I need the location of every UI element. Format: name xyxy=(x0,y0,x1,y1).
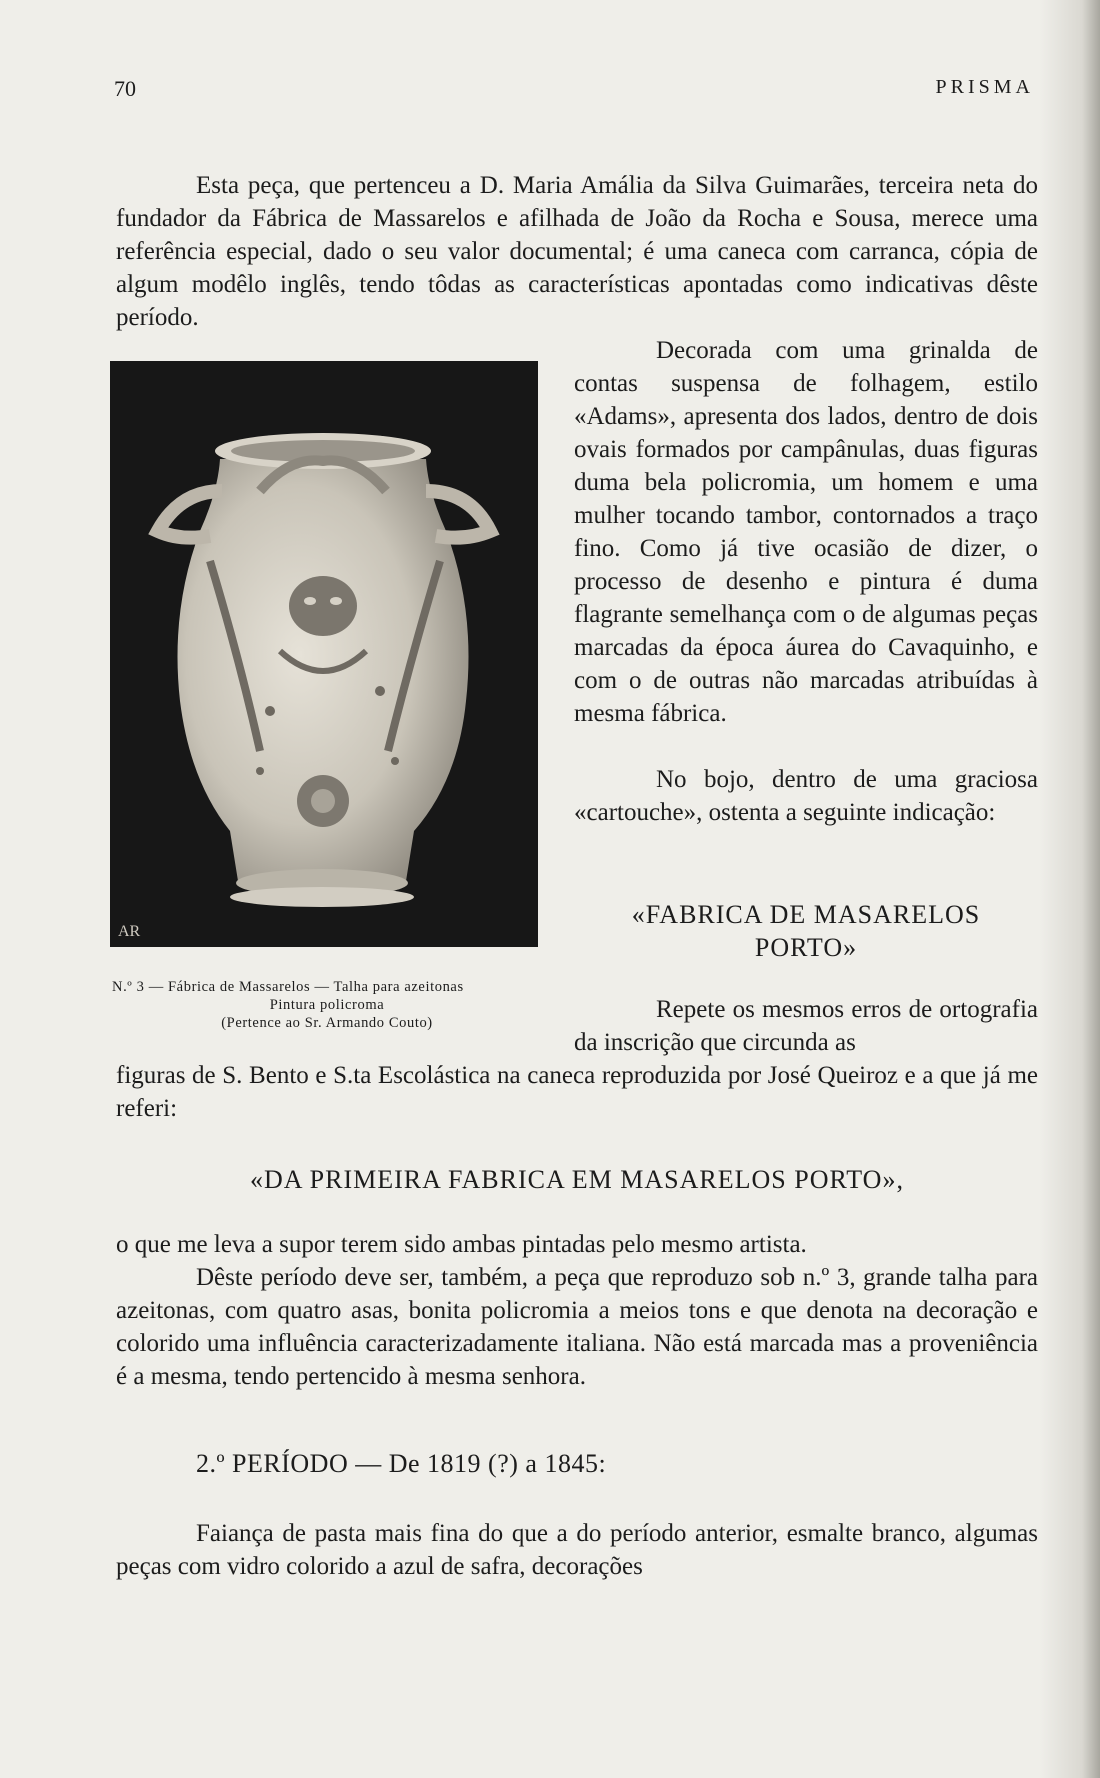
page-number: 70 xyxy=(114,76,136,101)
inscription-primeira-fabrica: «DA PRIMEIRA FABRICA EM MASARELOS PORTO», xyxy=(250,1165,904,1194)
vase-illustration xyxy=(110,361,538,947)
paragraph-intro: Esta peça, que pertenceu a D. Maria Amália da Silva Guimarães, terceira neta do fundador da Fábrica de Massarelos e afilhada de João da Rocha e Sousa, merece uma referência especial, dado o seu valor documental; é uma caneca com carranca, cópia de algum modêlo inglês, tendo tôdas as características apontadas como indicativas dêste período. xyxy=(116,172,1038,331)
caption-line-2: Pintura policroma xyxy=(269,997,385,1013)
paragraph-decoration: Decorada com uma grinalda de contas suspensa de folhagem, estilo «Adams», apresenta dos lados, dentro de dois ovais formados por campânulas, duas figuras duma bela policromia, um homem e uma mulher tocando tambor, contornados a traço fino. Como já tive ocasião de dizer, o processo de desenho e pintura é duma flagrante semelhança com o de algumas peças marcadas da época áurea do Cavaquinho, e com o de outras não marcadas atribuídas à mesma fábrica. xyxy=(574,337,1038,727)
caption-line-1: N.º 3 — Fábrica de Massarelos — Talha para azeitonas xyxy=(112,979,464,995)
paragraph-repete-continued: figuras de S. Bento e S.ta Escolástica na caneca reproduzida por José Queiroz e a que já me referi: xyxy=(116,1062,1038,1122)
running-title: PRISMA xyxy=(935,76,1034,98)
section-heading: 2.º PERÍODO — De 1819 (?) a 1845: xyxy=(196,1449,607,1478)
figure-caption xyxy=(112,978,542,1032)
vase-photograph xyxy=(110,361,538,947)
paragraph-bojo: No bojo, dentro de uma graciosa «cartouche», ostenta a seguinte indicação: xyxy=(574,766,1038,826)
page-header xyxy=(114,76,1034,106)
paragraph-talha: Dêste período deve ser, também, a peça que reproduzo sob n.º 3, grande talha para azeitonas, com quatro asas, bonita policromia a meios tons e que denota na decoração e colorido uma influência caracterizadamente italiana. Não está marcada mas a proveniência é a mesma, tendo pertencido à mesma senhora. xyxy=(116,1264,1038,1390)
inscription-masarelos xyxy=(574,898,1038,964)
paragraph-period-2: Faiança de pasta mais fina do que a do período anterior, esmalte branco, algumas peças com vidro colorido a azul de safra, decorações xyxy=(116,1520,1038,1580)
paragraph-artist: o que me leva a supor terem sido ambas pintadas pelo mesmo artista. xyxy=(116,1231,807,1258)
inscription-line-1: «FABRICA DE MASARELOS xyxy=(631,900,981,929)
caption-line-3: (Pertence ao Sr. Armando Couto) xyxy=(221,1015,433,1031)
paragraph-repete: Repete os mesmos erros de ortografia da inscrição que circunda as xyxy=(574,996,1038,1056)
inscription-line-2: PORTO» xyxy=(754,933,858,962)
page-edge-shadow xyxy=(1040,0,1100,1778)
monogram: AR xyxy=(118,923,141,940)
